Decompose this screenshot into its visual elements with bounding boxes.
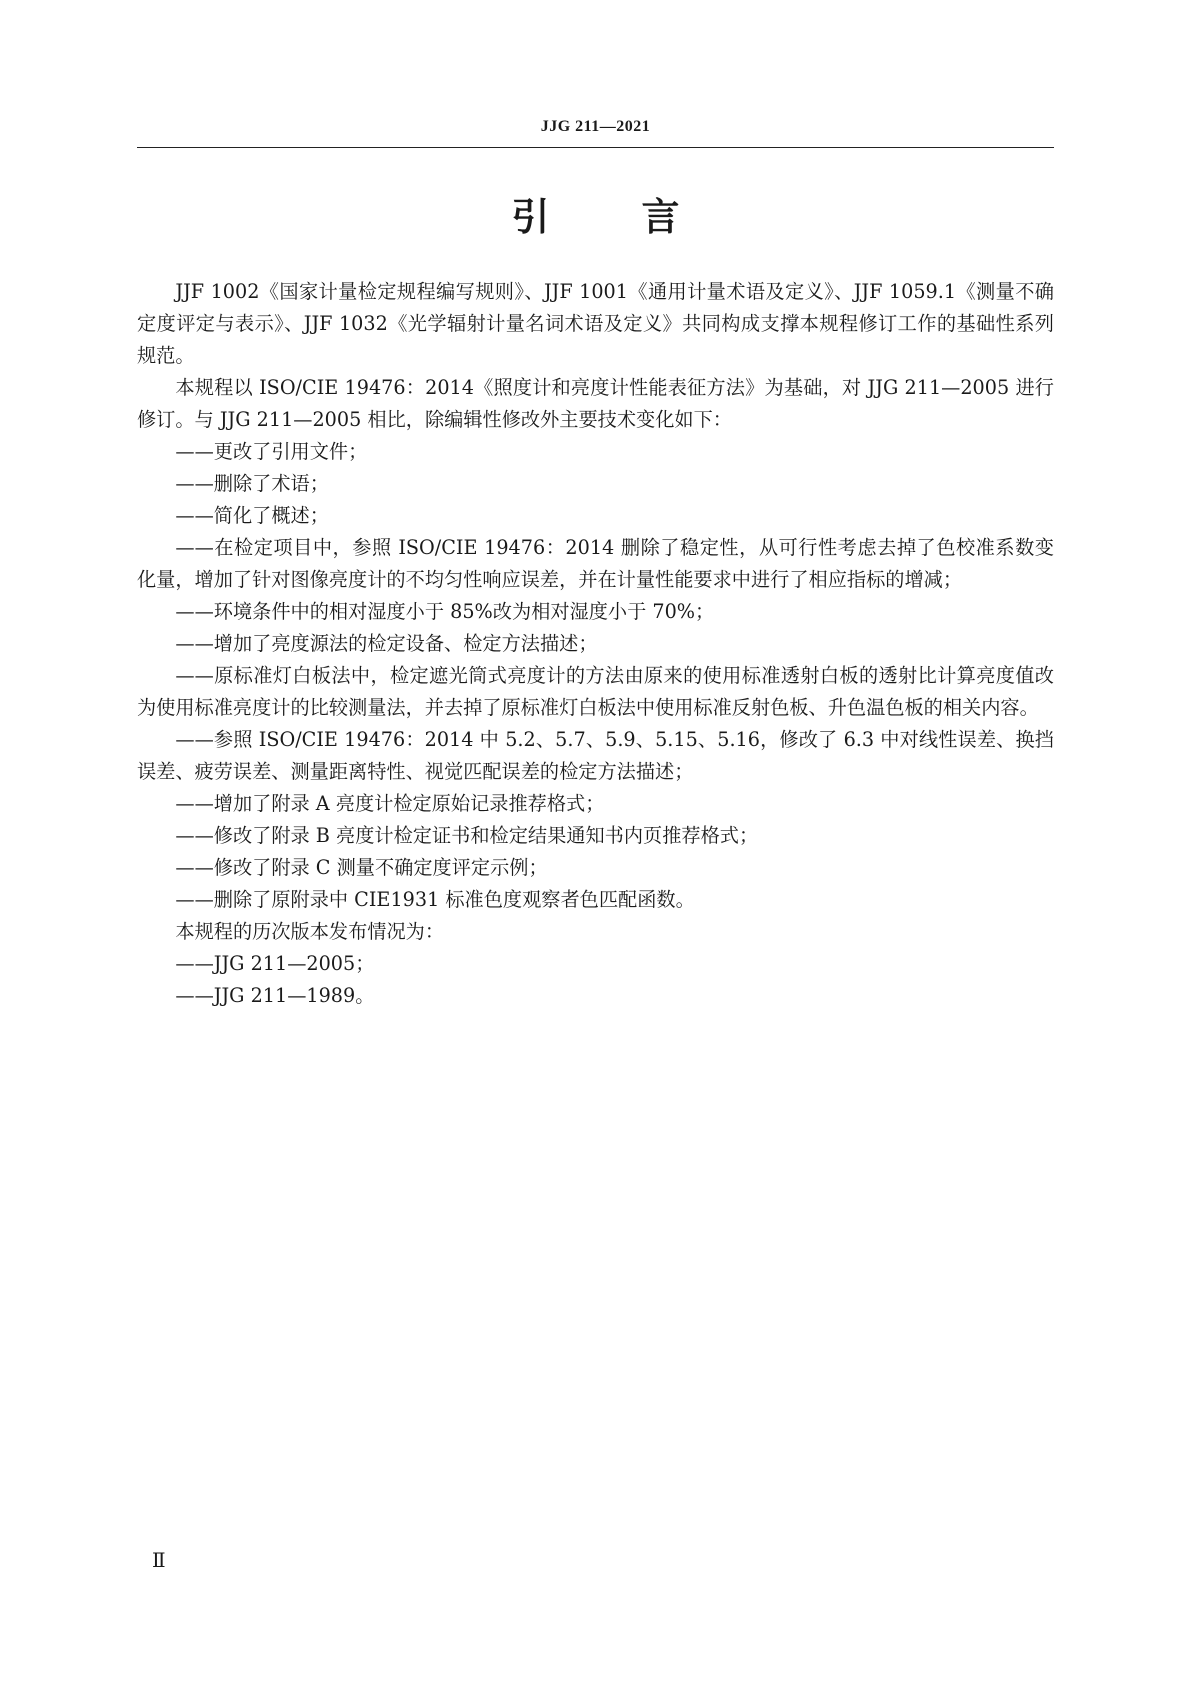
list-item: ——JJG 211—2005；: [175, 952, 375, 975]
paragraph: JJF 1002《国家计量检定规程编写规则》、JJF 1001《通用计量术语及定义》、JJF 1059.1《测量不确定度评定与表示》、JJF 1032《光学辐射计量名词术语及定义》共同构成支撑本规程修订工作的基础性系列规范。: [137, 280, 1054, 367]
list-item: ——删除了原附录中 CIE1931 标准色度观察者色匹配函数。: [175, 888, 695, 911]
list-item: ——环境条件中的相对湿度小于 85%改为相对湿度小于 70%；: [175, 600, 715, 623]
document-code-header: JJG 211—2021: [540, 118, 651, 135]
list-item: ——简化了概述；: [175, 504, 329, 527]
page-number: Ⅱ: [152, 1550, 166, 1572]
paragraph: 本规程的历次版本发布情况为：: [175, 920, 445, 943]
list-item: ——JJG 211—1989。: [175, 984, 375, 1007]
header-divider: [137, 147, 1054, 148]
page-title-char-2: 言: [641, 195, 680, 239]
list-item: ——原标准灯白板法中，检定遮光筒式亮度计的方法由原来的使用标准透射白板的透射比计算亮度值改为使用标准亮度计的比较测量法，并去掉了原标准灯白板法中使用标准反射色板、升色温色板的相关内容。: [137, 664, 1054, 719]
list-item: ——增加了亮度源法的检定设备、检定方法描述；: [175, 632, 598, 655]
list-item: ——增加了附录 A 亮度计检定原始记录推荐格式；: [175, 792, 605, 815]
body-text: [137, 276, 1054, 1012]
list-item: ——修改了附录 C 测量不确定度评定示例；: [175, 856, 548, 879]
paragraph: 本规程以 ISO/CIE 19476：2014《照度计和亮度计性能表征方法》为基础，对 JJG 211—2005 进行修订。与 JJG 211—2005 相比，除编辑性修改外主要技术变化如下：: [137, 376, 1054, 431]
list-item: ——更改了引用文件；: [175, 440, 368, 463]
list-item: ——修改了附录 B 亮度计检定证书和检定结果通知书内页推荐格式；: [175, 824, 759, 847]
list-item: ——参照 ISO/CIE 19476：2014 中 5.2、5.7、5.9、5.15、5.16，修改了 6.3 中对线性误差、换挡误差、疲劳误差、测量距离特性、视觉匹配误差的检定方法描述；: [137, 728, 1054, 783]
list-item: ——删除了术语；: [175, 472, 329, 495]
page-title: [0, 193, 1191, 241]
list-item: ——在检定项目中，参照 ISO/CIE 19476：2014 删除了稳定性，从可行性考虑去掉了色校准系数变化量，增加了针对图像亮度计的不均匀性响应误差，并在计量性能要求中进行了相应指标的增减；: [137, 536, 1054, 591]
page-title-char-1: 引: [511, 195, 550, 239]
